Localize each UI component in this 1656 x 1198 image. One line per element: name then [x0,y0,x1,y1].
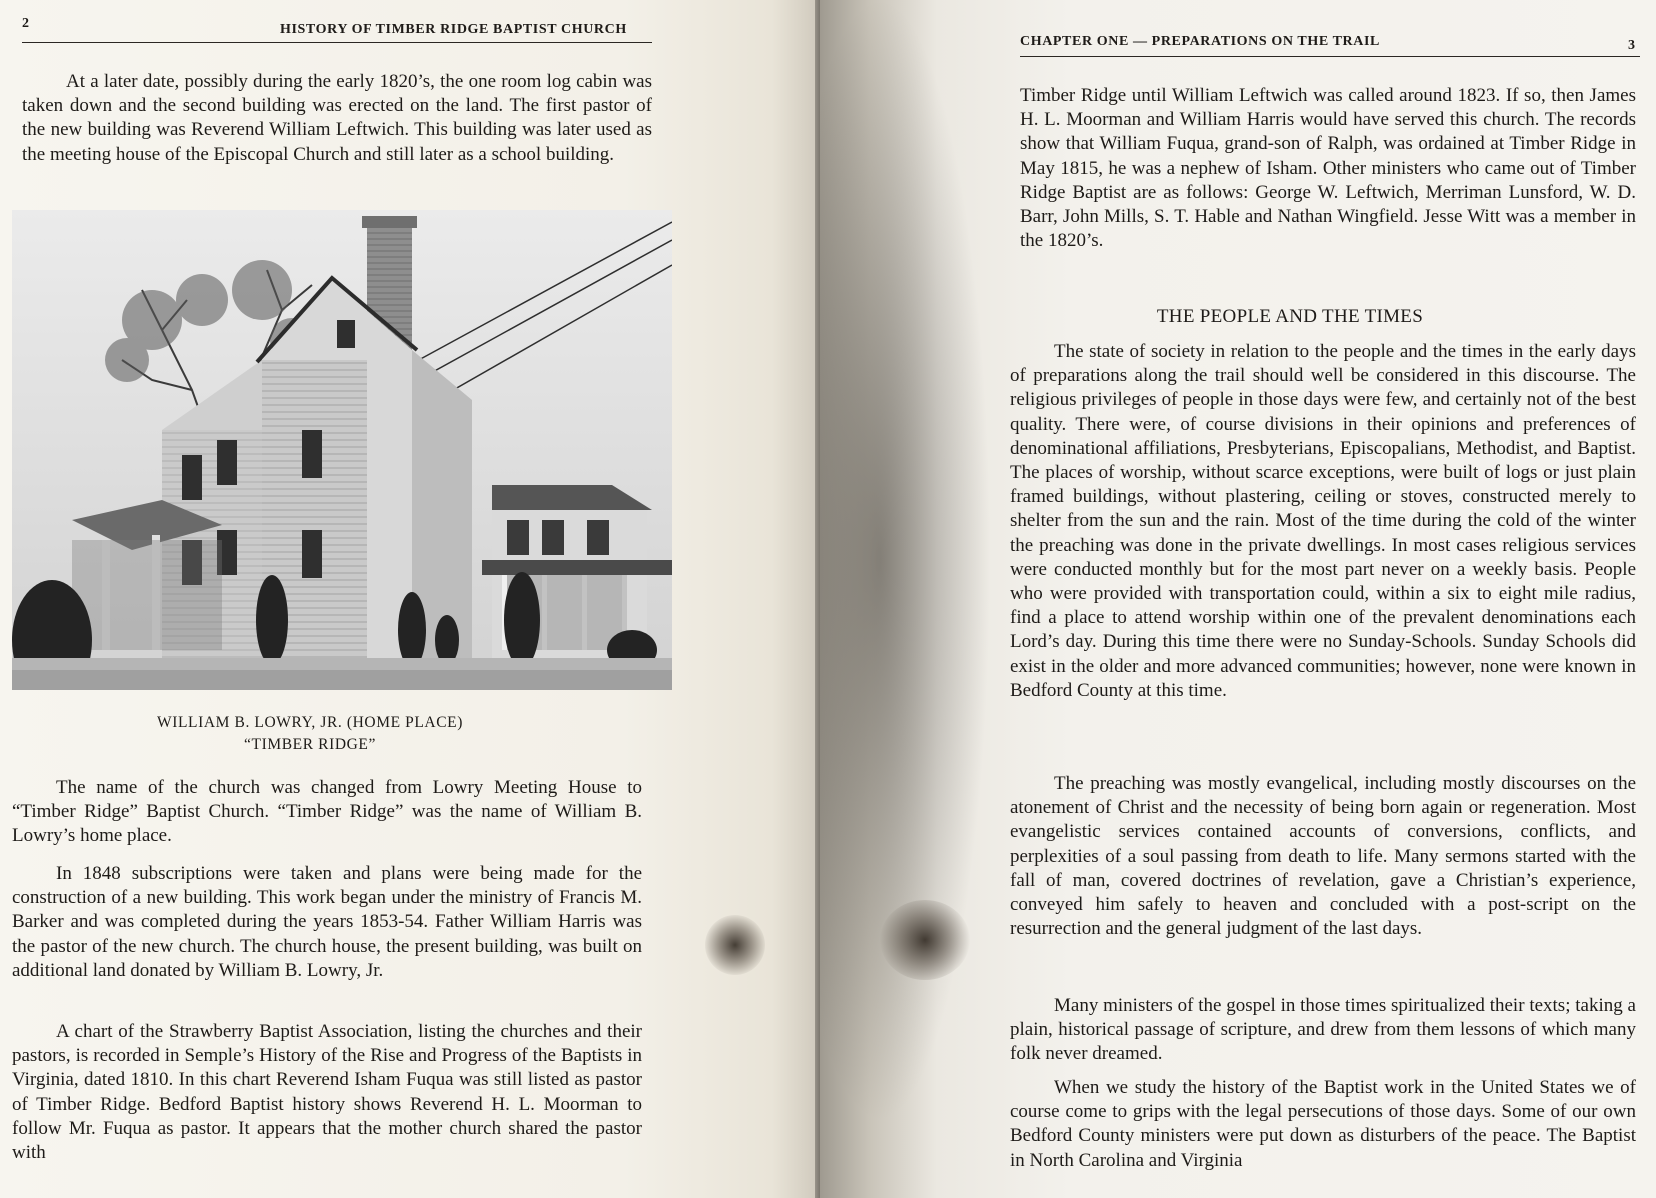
right-paragraph-3: The preaching was mostly evangelical, including mostly discourses on the atonement of Christ and the necessity of being born again or regeneration. Most evangelistic services contained accounts of conversions, conflicts, and perplexities of a soul passing from death to life. Many sermons started with the fall of man, covered doctrines of revelation, gave a Christian’s experience, conveyed him safely to heaven and concluded with a post-script on the resurrection and the general judgment of the last days. [1010,773,1636,940]
right-paragraph-1: Timber Ridge until William Leftwich was called around 1823. If so, then James H. L. Moorman and William Harris would have served this church. The records show that William Fuqua, grand-son of Ralph, was ordained at Timber Ridge in May 1815, he was a nephew of Isham. Other ministers who came out of Timber Ridge Baptist are as follows: George W. Leftwich, Merriman Lunsford, W. D. Barr, John Mills, S. T. Hable and Nathan Wingfield. Jesse Witt was a member in the 1820’s. [1020,85,1636,252]
right-page-number: 3 [1628,38,1635,53]
house-photo-illustration [12,210,672,690]
right-running-head: CHAPTER ONE — PREPARATIONS ON THE TRAIL [1020,34,1380,49]
right-page [820,0,1656,1198]
photo-caption-line-1: WILLIAM B. LOWRY, JR. (HOME PLACE) [157,714,463,731]
right-paragraph-2: The state of society in relation to the people and the times in the early days of preparations along the trail should well be considered in this discourse. The religious privileges of people in those days were few, and certainly not of the best quality. There were, of course divisions in their opinions and preferences of denominational affiliations, Presbyterians, Episcopalians, Methodist, and Baptist. The places of worship, without scarce exceptions, were built of logs or just plain framed buildings, without plastering, ceiling or stoves, constructed merely to shelter from the sun and the rain. Most of the time during the cold of the winter the preaching was done in the private dwellings. In most cases religious services were conducted monthly but for the most part never on a weekly basis. People who were provided with transportation could, within a six to eight mile radius, find a place to attend worship within one of the prevalent denominations each Lord’s day. During this time there were no Sunday-Schools. Sunday Schools did exist in the older and more advanced communities; however, none were known in Bedford County at this time. [1010,341,1636,701]
right-header-rule [1020,56,1640,57]
left-running-head: HISTORY OF TIMBER RIDGE BAPTIST CHURCH [280,22,627,37]
left-paragraph-2: The name of the church was changed from Lowry Meeting House to “Timber Ridge” Baptist Church. “Timber Ridge” was the name of William B. Lowry’s home place. [12,777,642,847]
stain-mark-right [880,900,970,980]
photo-caption-line-2: “TIMBER RIDGE” [244,736,376,753]
right-paragraph-5: When we study the history of the Baptist work in the United States we of course come to grips with the legal persecutions of those days. Some of our own Bedford County ministers were put down as disturbers of the peace. The Baptist in North Carolina and Virginia [1010,1077,1636,1171]
section-heading: THE PEOPLE AND THE TIMES [1156,306,1424,327]
house-photo [12,210,672,690]
right-paragraph-4: Many ministers of the gospel in those times spiritualized their texts; taking a plain, historical passage of scripture, and drew from them lessons of which many folk never dreamed. [1010,995,1636,1065]
photo-caption [60,712,560,756]
left-paragraph-1: At a later date, possibly during the early 1820’s, the one room log cabin was taken down and the second building was erected on the land. The first pastor of the new building was Reverend William Leftwich. This building was later used as the meeting house of the Episcopal Church and still later as a school building. [22,71,652,165]
stain-mark-left [705,915,765,975]
left-paragraph-4: A chart of the Strawberry Baptist Association, listing the churches and their pastors, is recorded in Semple’s History of the Rise and Progress of the Baptists in Virginia, dated 1810. In this chart Reverend Isham Fuqua was still listed as pastor of Timber Ridge. Bedford Baptist history shows Reverend H. L. Moorman to follow Mr. Fuqua as pastor. It appears that the mother church shared the pastor with [12,1021,642,1164]
left-paragraph-3: In 1848 subscriptions were taken and plans were being made for the construction of a new building. This work began under the ministry of Francis M. Barker and was completed during the years 1853-54. Father William Harris was the pastor of the new church. The church house, the present building, was built on additional land donated by William B. Lowry, Jr. [12,863,642,981]
left-page-number: 2 [22,16,29,31]
left-header-rule [22,42,652,43]
